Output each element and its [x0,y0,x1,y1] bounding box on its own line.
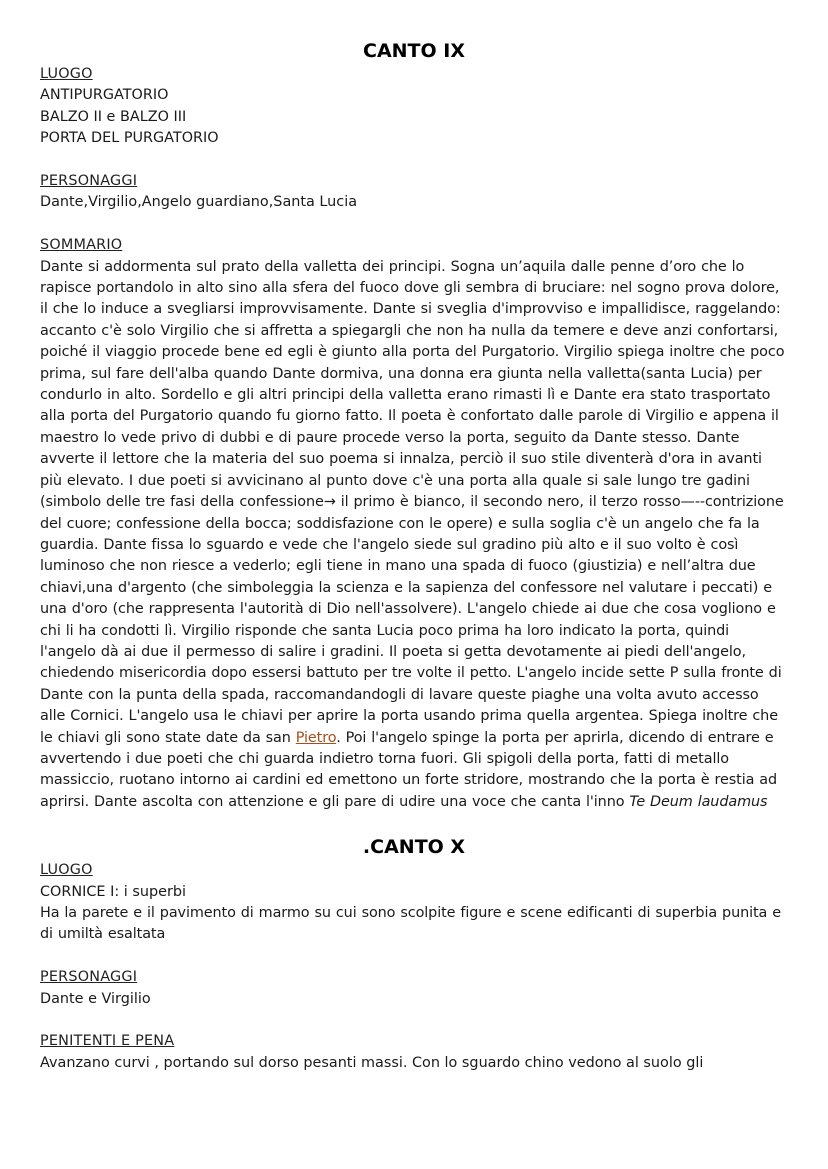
personaggi-label: PERSONAGGI [40,173,138,190]
canto-9-sommario-section [40,235,788,813]
personaggi-text: Dante,Virgilio,Angelo guardiano,Santa Lucia [40,194,358,211]
canto-10-penitenti-section [40,1031,788,1074]
canto-10-personaggi-section [40,967,788,1010]
personaggi-text: Dante e Virgilio [40,990,151,1007]
canto-9-personaggi-section [40,171,788,214]
sommario-text-b: . Poi l'angelo spinge la porta per aprirla, dicendo di entrare e avvertendo i due poeti che chi guarda indietro torna fuori. Gli spigoli della porta, fatti di metallo massiccio, ruotano intorno ai cardini ed emettono un forte stridore, mostrando che la porta è restia ad aprirsi. Dante ascolta con attenzione e gli pare di udire una voce che canta l'inno [40,729,778,810]
personaggi-label: PERSONAGGI [40,969,138,986]
luogo-description: Ha la parete e il pavimento di marmo su cui sono scolpite figure e scene edificanti di superbia punita e di umiltà esaltata [40,905,782,943]
luogo-line: CORNICE I: i superbi [40,883,186,900]
te-deum-italic: Te Deum laudamus [629,793,768,810]
penitenti-label: PENITENTI E PENA [40,1033,175,1050]
luogo-line: BALZO II e BALZO III [40,108,187,125]
canto-9-luogo-section [40,64,788,150]
luogo-label: LUOGO [40,862,93,879]
sommario-text-a: Dante si addormenta sul prato della valletta dei principi. Sogna un’aquila dalle penne d’oro che lo rapisce portandolo in alto sino alla sfera del fuoco dove gli sembra di bruciare: nel sogno prova dolore, il che lo induce a svegliarsi improvvisamente. Dante si sveglia d'improvviso e impallidisce, raggelando: accanto c'è solo Virgilio che si affretta a spiegargli che non ha nulla da temere e deve anzi confortarsi, poiché il viaggio procede bene ed egli è giunto alla porta del Purgatorio. Virgilio spiega inoltre che poco prima, sul fare dell'alba quando Dante dormiva, una donna era giunta nella valletta(santa Lucia) per condurlo in alto. Sordello e gli altri principi della valletta erano rimasti lì e Dante era stato trasportato alla porta del Purgatorio quando fu giorno fatto. Il poeta è confortato dalle parole di Virgilio e appena il maestro lo vede privo di dubbi e di paure procede verso la porta, seguito da Dante stesso. Dante avverte il lettore che la materia del suo poema si innalza, perciò il suo stile diventerà d'ora in avanti più elevato. I due poeti si avvicinano al punto dove c'è una porta alla quale si sale lungo tre gadini (simbolo delle tre fasi della confessione→ il primo è bianco, il secondo nero, il terzo rosso—--contrizione del cuore; confessione della bocca; soddisfazione con le opere) e sulla soglia c'è un angelo che fa la guardia. Dante fissa lo sguardo e vede che l'angelo siede sul gradino più alto e il suo volto è così luminoso che non riesce a vederlo; egli tiene in mano una spada di fuoco (giustizia) e nell’altra due chiavi,una d'argento (che simboleggia la scienza e la sapienza del confessore nel valutare i peccati) e una d'oro (che rappresenta l'autorità di Dio nell'assolvere). L'angelo chiede ai due che cosa vogliono e chi li ha condotti lì. Virgilio risponde che santa Lucia poco prima ha loro indicato la porta, quindi l'angelo dà ai due il permesso di salire i gradini. Il poeta si getta devotamente ai piedi dell'angelo, chiedendo misericordia dopo essersi battuto per tre volte il petto. L'angelo incide sette P sulla fronte di Dante con la punta della spada, raccomandandogli di lavare queste piaghe una volta avuto accesso alle Cornici. L'angelo usa le chiavi per aprire la porta usando prima quella argentea. Spiega inoltre che le chiavi gli sono state date da san [40,258,785,746]
canto-9-title: CANTO IX [363,40,465,62]
canto-10-title: .CANTO X [362,836,466,859]
luogo-label: LUOGO [40,66,93,82]
sommario-label: SOMMARIO [40,237,123,254]
pietro-link[interactable]: Pietro [295,729,337,746]
sommario-paragraph [40,257,788,814]
luogo-line: PORTA DEL PURGATORIO [40,130,219,147]
penitenti-text: Avanzano curvi , portando sul dorso pesanti massi. Con lo sguardo chino vedono al suolo gli [40,1054,704,1071]
luogo-line: ANTIPURGATORIO [40,87,169,104]
canto-10-luogo-section [40,860,788,946]
